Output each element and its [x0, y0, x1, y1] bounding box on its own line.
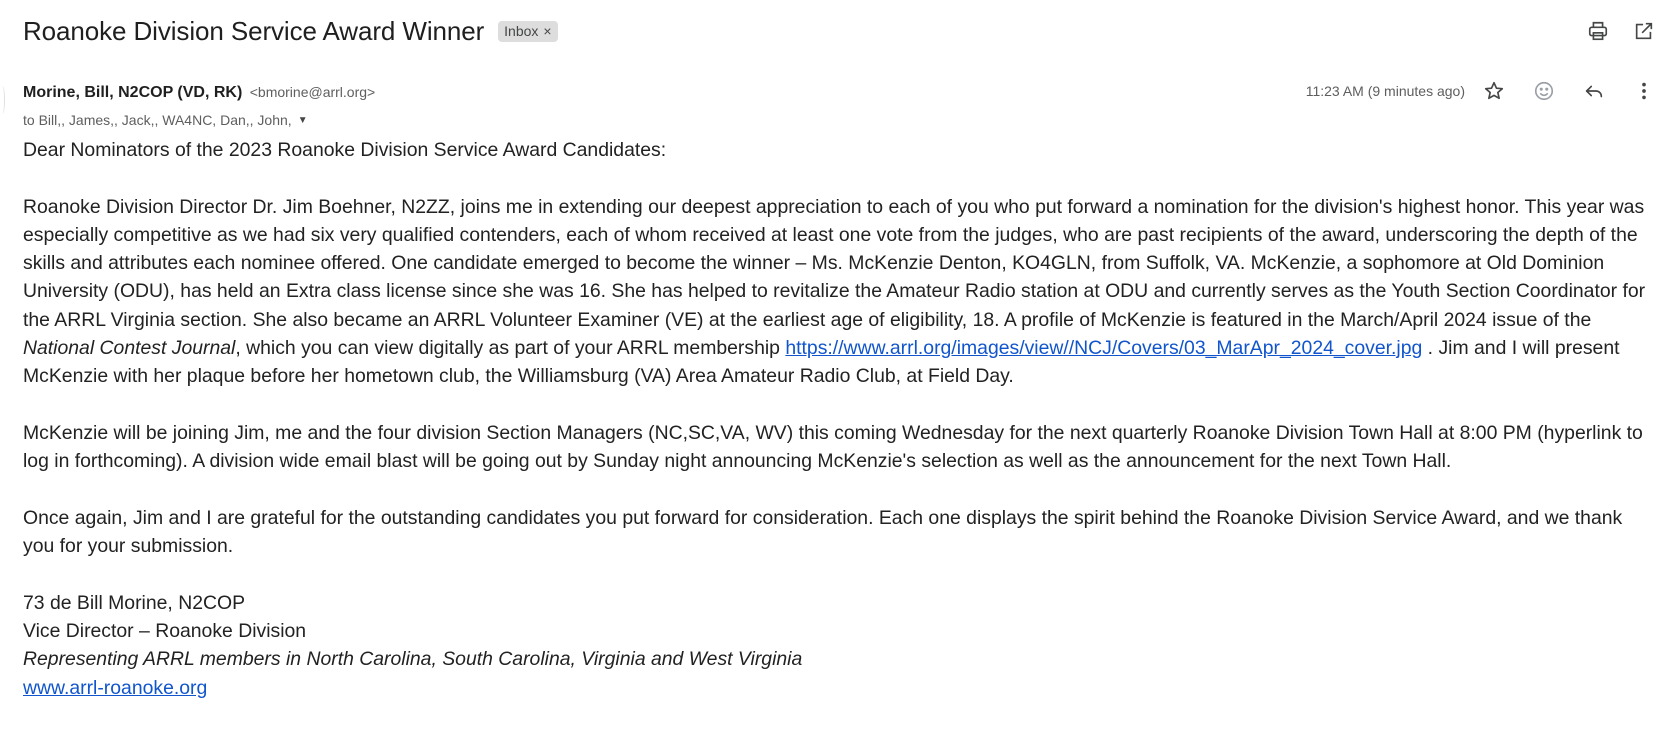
ncj-cover-link[interactable]: https://www.arrl.org/images/view//NCJ/Covers/03_MarApr_2024_cover.jpg [785, 337, 1423, 360]
more-vertical-icon[interactable] [1631, 78, 1657, 104]
inbox-label-chip[interactable] [498, 21, 557, 42]
journal-title: National Contest Journal [23, 337, 236, 360]
remove-label-icon[interactable]: × [543, 22, 552, 39]
open-in-new-window-icon[interactable] [1631, 18, 1657, 44]
thread-edge-marker [0, 86, 5, 114]
paragraph-1-text-a: Roanoke Division Director Dr. Jim Boehner, N2ZZ, joins me in extending our deepest appreciation to each of you who put forward a nomination for the division's highest honor. This year was especially competitive as we had six very qualified contenders, each of whom received at least one vote from the judges, who are past recipients of the award, underscoring the depth of the skills and attributes each nominee offered. One candidate emerged to become the winner – Ms. McKenzie Denton, KO4GLN, from Suffolk, VA. McKenzie, a sophomore at Old Dominion University (ODU), has held an Extra class license since she was 16. She has helped to revitalize the Amateur Radio station at ODU and currently serves as the Youth Section Coordinator for the ARRL Virginia section. She also became an ARRL Volunteer Examiner (VE) at the earliest age of eligibility, 18. A profile of McKenzie is featured in the March/April 2024 issue of the [23, 195, 1646, 331]
email-body [23, 136, 1653, 702]
printer-icon[interactable] [1585, 18, 1611, 44]
recipients-line [23, 112, 308, 128]
reply-icon[interactable] [1581, 78, 1607, 104]
signature-tagline: Representing ARRL members in North Carolina, South Carolina, Virginia and West Virginia [23, 648, 803, 671]
recipients-text: to Bill,, James,, Jack,, WA4NC, Dan,, John, [23, 112, 292, 128]
emoji-reaction-icon[interactable] [1531, 78, 1557, 104]
thread-actions [1585, 18, 1657, 44]
paragraph-1-text-b: , which you can view digitally as part of your ARRL membership [235, 337, 786, 360]
paragraph-1-text-c: . Jim and I will present McKenzie with her plaque before her hometown club, the Williamsburg (VA) Area Amateur Radio Club, at Field Day. [23, 337, 1620, 388]
sender-name[interactable]: Morine, Bill, N2COP (VD, RK) [23, 84, 243, 101]
email-subject: Roanoke Division Service Award Winner [23, 15, 485, 46]
star-icon[interactable] [1481, 78, 1507, 104]
message-timestamp: 11:23 AM (9 minutes ago) [1305, 83, 1465, 99]
chevron-down-icon[interactable]: ▼ [297, 114, 308, 126]
body-paragraph-2: McKenzie will be joining Jim, me and the four division Section Managers (NC,SC,VA, WV) this coming Wednesday for the next quarterly Roanoke Division Town Hall at 8:00 PM (hyperlink to log in forthcoming). A division wide email blast will be going out by Sunday night announcing McKenzie's selection as well as the announcement for the next Town Hall. [23, 421, 1643, 473]
sender-email: <bmorine@arrl.org> [249, 84, 376, 100]
message-actions [1306, 78, 1657, 104]
body-paragraph-3: Once again, Jim and I are grateful for the outstanding candidates you put forward for consideration. Each one displays the spirit behind the Roanoke Division Service Award, and we thank you for your submission. [23, 506, 1623, 558]
sender-line [23, 84, 375, 102]
greeting: Dear Nominators of the 2023 Roanoke Division Service Award Candidates: [23, 139, 667, 161]
signature-title: Vice Director – Roanoke Division [23, 620, 307, 643]
label-chip-text: Inbox [504, 22, 539, 39]
email-header [23, 14, 558, 48]
signature-name: 73 de Bill Morine, N2COP [23, 591, 246, 614]
website-link[interactable]: www.arrl-roanoke.org [23, 676, 208, 699]
body-paragraph-1 [23, 193, 1653, 391]
